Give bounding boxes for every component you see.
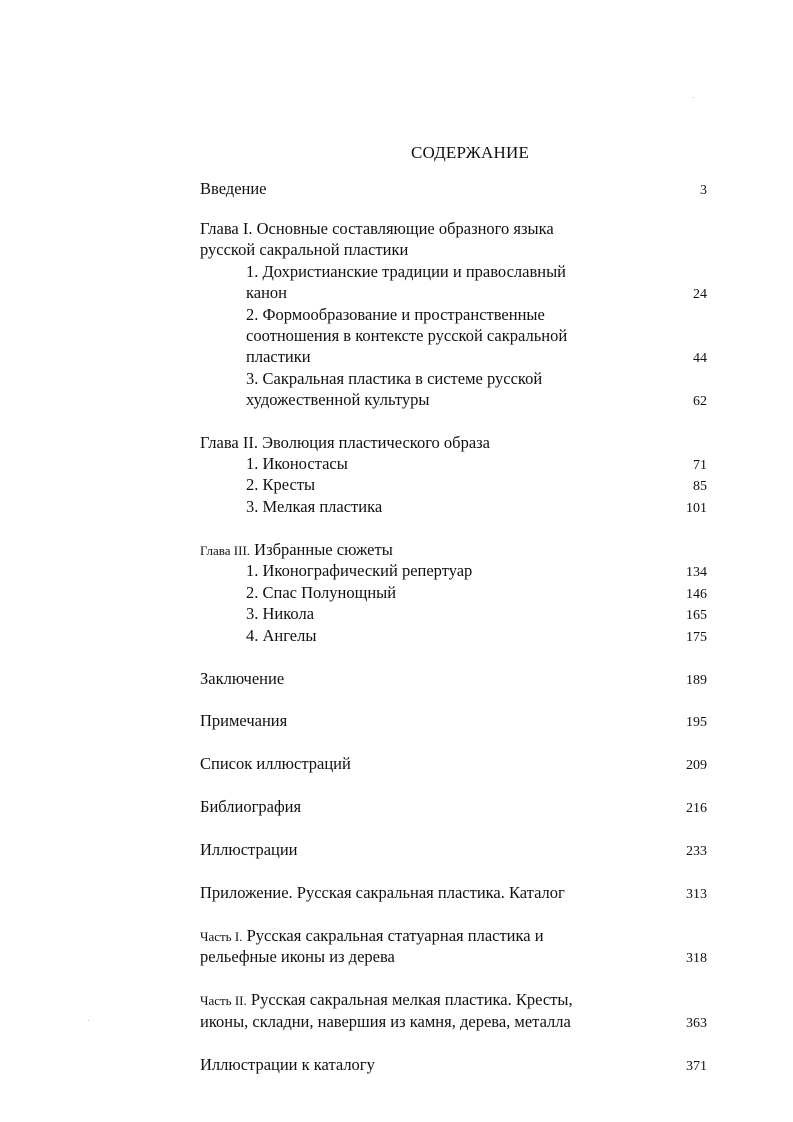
toc-entry-part-2-cont: иконы, складни, навершия из камня, дерева, металла xyxy=(200,1012,571,1031)
page-number: 44 xyxy=(693,351,707,366)
toc-entry-ch1-s3-cont: художественной культуры xyxy=(246,390,430,409)
toc-entry-part-1 xyxy=(200,925,544,947)
scan-speck xyxy=(693,97,694,98)
page-number: 3 xyxy=(700,183,707,198)
page-number: 134 xyxy=(686,565,707,580)
toc-entry-ch3-s3: 3. Никола xyxy=(246,604,315,623)
page-number: 318 xyxy=(686,951,707,966)
part-1-title: Русская сакральная статуарная пластика и xyxy=(242,926,544,945)
chapter-1-title-cont: русской сакральной пластики xyxy=(200,240,409,259)
part-2-prefix: Часть II. xyxy=(200,993,247,1008)
toc-entry-ch1-s1-cont: канон xyxy=(246,283,288,302)
toc-entry-part-2 xyxy=(200,989,573,1011)
page-number: 371 xyxy=(686,1059,707,1074)
page-number: 195 xyxy=(686,715,707,730)
toc-entry-ch1-s3: 3. Сакральная пластика в системе русской xyxy=(246,369,543,388)
toc-entry-notes: Примечания xyxy=(200,711,288,730)
page-number: 313 xyxy=(686,887,707,902)
page-number: 189 xyxy=(686,673,707,688)
page-number: 146 xyxy=(686,587,707,602)
scan-speck xyxy=(88,1020,89,1021)
page-number: 233 xyxy=(686,844,707,859)
toc-entry-catalog-illustrations: Иллюстрации к каталогу xyxy=(200,1055,375,1074)
page-number: 363 xyxy=(686,1016,707,1031)
toc-entry-ch1-s2-cont: соотношения в контексте русской сакральной xyxy=(246,326,568,345)
page-number: 165 xyxy=(686,608,707,623)
toc-entry-ch3-s4: 4. Ангелы xyxy=(246,626,317,645)
toc-entry-ch1-s2-cont: пластики xyxy=(246,347,311,366)
toc-entry-bibliography: Библиография xyxy=(200,797,302,816)
page-number: 62 xyxy=(693,394,707,409)
page-number: 71 xyxy=(693,458,707,473)
toc-entry-ch1-s1: 1. Дохристианские традиции и православный xyxy=(246,262,567,281)
toc-entry-ch2-s2: 2. Кресты xyxy=(246,475,316,494)
toc-entry-intro: Введение xyxy=(200,179,267,198)
toc-entry-ch2-s1: 1. Иконостасы xyxy=(246,454,348,473)
toc-entry-ch1-s2: 2. Формообразование и пространственные xyxy=(246,305,545,324)
chapter-3-name: Избранные сюжеты xyxy=(250,540,393,559)
toc-entry-part-1-cont: рельефные иконы из дерева xyxy=(200,947,395,966)
part-2-title: Русская сакральная мелкая пластика. Кресты, xyxy=(246,990,573,1009)
page-number: 216 xyxy=(686,801,707,816)
page-title: СОДЕРЖАНИЕ xyxy=(410,143,530,162)
toc-entry-illustrations: Иллюстрации xyxy=(200,840,298,859)
page-number: 85 xyxy=(693,479,707,494)
toc-entry-ch3-s1: 1. Иконографический репертуар xyxy=(246,561,473,580)
page-number: 175 xyxy=(686,630,707,645)
toc-entry-ch3-s2: 2. Спас Полунощный xyxy=(246,583,397,602)
chapter-3-title xyxy=(200,539,393,561)
toc-entry-conclusion: Заключение xyxy=(200,669,285,688)
toc-entry-ch2-s3: 3. Мелкая пластика xyxy=(246,497,383,516)
page-number: 209 xyxy=(686,758,707,773)
page-number: 24 xyxy=(693,287,707,302)
chapter-3-prefix: Глава III. xyxy=(200,543,251,558)
chapter-2-title: Глава II. Эволюция пластического образа xyxy=(200,433,490,452)
part-1-prefix: Часть I. xyxy=(200,929,243,944)
toc-entry-illustration-list: Список иллюстраций xyxy=(200,754,351,773)
toc-entry-appendix: Приложение. Русская сакральная пластика. Каталог xyxy=(200,883,565,902)
chapter-1-title: Глава I. Основные составляющие образного языка xyxy=(200,219,554,238)
page-number: 101 xyxy=(686,501,707,516)
